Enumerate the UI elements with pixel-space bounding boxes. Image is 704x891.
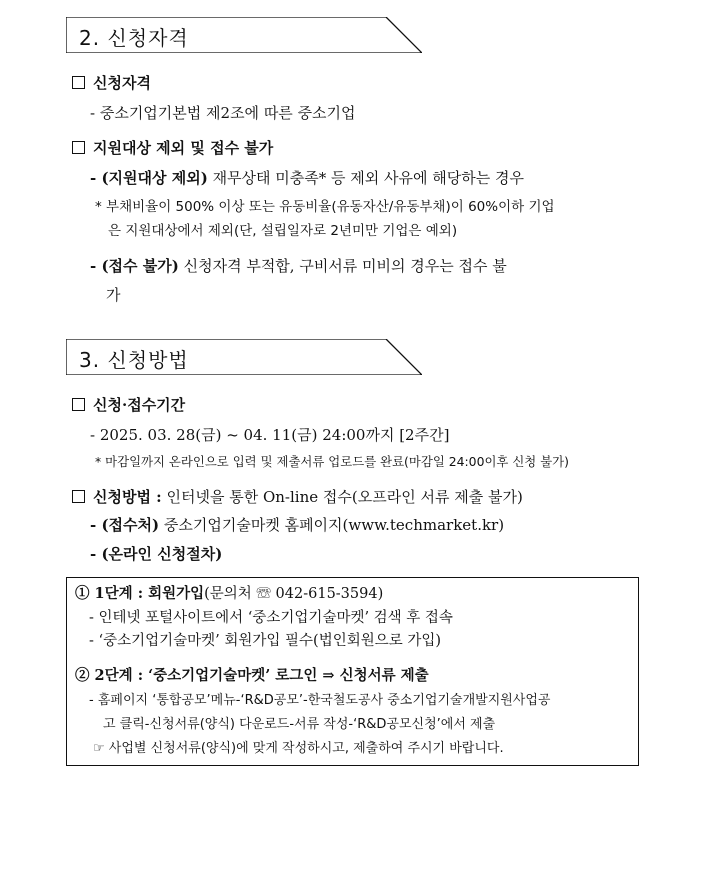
exclusion-note-line-1: * 부채비율이 500% 이상 또는 유동비율(유동자산/유동부채)이 60%이하 기업 — [95, 199, 555, 215]
checkbox-square-icon — [72, 141, 85, 154]
section-3-header — [66, 339, 422, 375]
checkbox-square-icon — [72, 398, 85, 411]
section-2-title: 2. 신청자격 — [79, 26, 189, 50]
qualification-item: - 중소기업기본법 제2조에 따른 중소기업 — [90, 104, 356, 122]
step-1-item-2: - ‘중소기업기술마켓’ 회원가입 필수(법인회원으로 가입) — [89, 633, 442, 649]
method-heading: 신청방법 : 인터넷을 통한 On-line 접수(오프라인 서류 제출 불가) — [72, 487, 523, 507]
exclusion-item-2-cont: 가 — [106, 286, 121, 304]
exclusion-heading: 지원대상 제외 및 접수 불가 — [72, 138, 273, 158]
checkbox-square-icon — [72, 76, 85, 89]
exclusion-item-2: - (접수 불가) 신청자격 부적합, 구비서류 미비의 경우는 접수 불 — [90, 257, 507, 275]
exclusion-item-1: - (지원대상 제외) 재무상태 미충족* 등 제외 사유에 해당하는 경우 — [90, 169, 525, 187]
period-heading: 신청·접수기간 — [72, 395, 185, 415]
method-item-1: - (접수처) 중소기업기술마켓 홈페이지(www.techmarket.kr) — [90, 516, 505, 534]
period-item: - 2025. 03. 28(금) ~ 04. 11(금) 24:00까지 [2주간] — [90, 426, 450, 444]
checkbox-square-icon — [72, 490, 85, 503]
step-2-item-1-cont: 고 클릭-신청서류(양식) 다운로드-서류 작성-‘R&D공모신청’에서 제출 — [103, 717, 496, 732]
step-1-title: ① 1단계 : 회원가입(문의처 ☏ 042-615-3594) — [75, 585, 384, 602]
section-2-header — [66, 17, 422, 53]
qualification-heading: 신청자격 — [72, 73, 151, 93]
period-note: * 마감일까지 온라인으로 입력 및 제출서류 업로드를 완료(마감일 24:00이후 신청 불가) — [95, 454, 569, 469]
step-2-note: ☞ 사업별 신청서류(양식)에 맞게 작성하시고, 제출하여 주시기 바랍니다. — [93, 741, 504, 756]
online-procedure-box — [66, 577, 639, 766]
step-1-item-1: - 인테넷 포털사이트에서 ‘중소기업기술마켓’ 검색 후 접속 — [89, 610, 453, 626]
step-2-item-1: - 홈페이지 ‘통합공모’메뉴-‘R&D공모’-한국철도공사 중소기업기술개발지원사업공 — [89, 693, 551, 708]
exclusion-note-line-2: 은 지원대상에서 제외(단, 설립일자로 2년미만 기업은 예외) — [108, 223, 458, 239]
method-item-2: - (온라인 신청절차) — [90, 545, 223, 563]
section-3-title: 3. 신청방법 — [79, 348, 189, 372]
step-2-title: ② 2단계 : ‘중소기업기술마켓’ 로그인 ⇒ 신청서류 제출 — [75, 667, 429, 684]
